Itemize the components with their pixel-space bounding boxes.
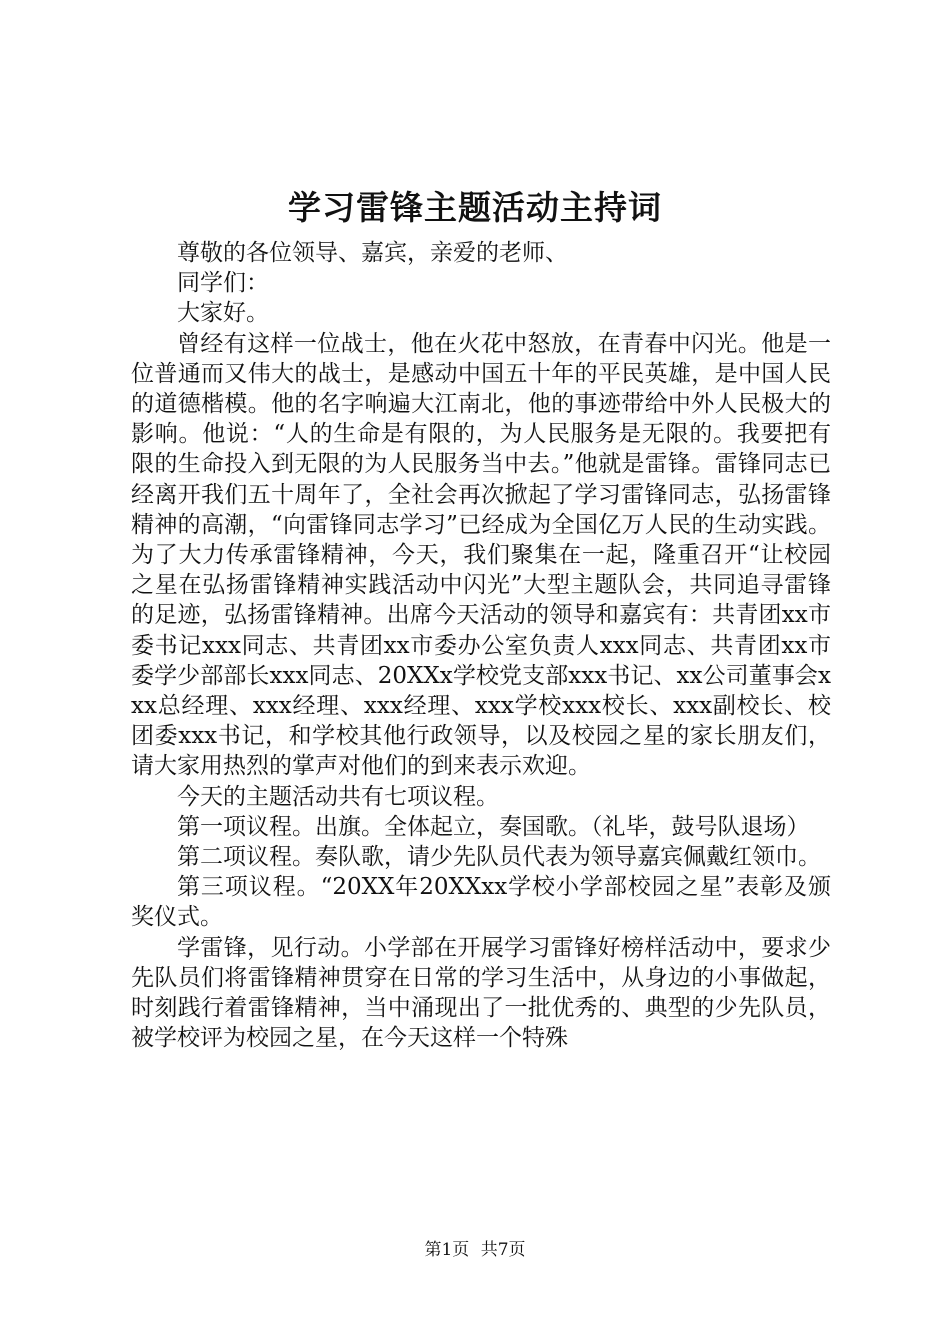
paragraph-salutation-2: 同学们： — [177, 270, 269, 297]
paragraph-agenda-count: 今天的主题活动共有七项议程。 — [177, 783, 499, 810]
paragraph-agenda-item-3: 第三项议程。“20XX年20XXxx学校小学部校园之星”表彰及颁奖仪式。 — [131, 874, 831, 931]
page-total: 共7页 — [480, 1240, 526, 1260]
document-body — [131, 238, 831, 1053]
paragraph-salutation-1: 尊敬的各位领导、嘉宾，亲爱的老师、 — [177, 240, 568, 266]
paragraph-greeting: 大家好。 — [177, 300, 269, 327]
paragraph-agenda-item-2: 第二项议程。奏队歌，请少先队员代表为领导嘉宾佩戴红领巾。 — [177, 844, 821, 871]
page-footer — [0, 1238, 950, 1262]
page-number: 第1页 — [424, 1240, 470, 1260]
paragraph-agenda-item-1: 第一项议程。出旗。全体起立，奏国歌。（礼毕，鼓号队退场） — [177, 813, 810, 840]
document-title: 学习雷锋主题活动主持词 — [288, 188, 662, 227]
paragraph-introduction: 曾经有这样一位战士，他在火花中怒放，在青春中闪光。他是一位普通而又伟大的战士，是感动中国五十年的平民英雄，是中国人民的道德楷模。他的名字响遍大江南北，他的事迹带给中外人民极大的影响。他说：“人的生命是有限的，为人民服务是无限的。我要把有限的生命投入到无限的为人民服务当中去。”他就是雷锋。雷锋同志已经离开我们五十周年了，全社会再次掀起了学习雷锋同志，弘扬雷锋精神的高潮，“向雷锋同志学习”已经成为全国亿万人民的生动实践。为了大力传承雷锋精神，今天，我们聚集在一起，隆重召开“让校园之星在弘扬雷锋精神实践活动中闪光”大型主题队会，共同追寻雷锋的足迹，弘扬雷锋精神。出席今天活动的领导和嘉宾有：共青团xx市委书记xxx同志、共青团xx市委办公室负责人xxx同志、共青团xx市委学少部部长xxx同志、20XXx学校党支部xxx书记、xx公司董事会xxx总经理、xxx经理、xxx经理、xxx学校xxx校长、xxx副校长、校团委xxx书记，和学校其他行政领导，以及校园之星的家长朋友们，请大家用热烈的掌声对他们的到来表示欢迎。 — [131, 330, 831, 780]
paragraph-campus-stars: 学雷锋，见行动。小学部在开展学习雷锋好榜样活动中，要求少先队员们将雷锋精神贯穿在日常的学习生活中，从身边的小事做起，时刻践行着雷锋精神，当中涌现出了一批优秀的、典型的少先队员，被学校评为校园之星，在今天这样一个特殊 — [131, 934, 831, 1052]
